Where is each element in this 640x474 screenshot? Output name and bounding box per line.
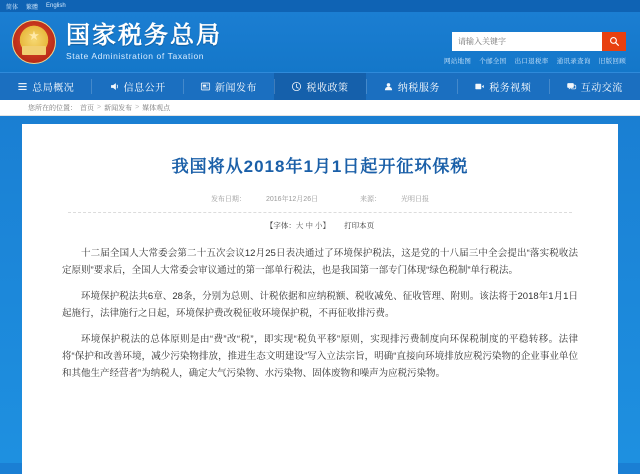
article-paragraph: 环境保护税法共6章、28条，分别为总则、计税依据和应纳税额、税收减免、征收管理、附则。该法将于2018年1月1日起施行，法律施行之日起，环境保护费改税征收环境保护税，不再征收排污费。 [62,291,578,319]
quick-link-0[interactable]: 网站地图 [443,58,472,65]
font-size-close: 】 [322,221,331,230]
lang-link-english[interactable]: English [46,3,66,9]
speaker-icon [109,81,120,92]
search-input[interactable] [452,32,602,51]
search-button[interactable] [602,32,626,51]
breadcrumb-item-media-view[interactable]: 媒体观点 [142,104,171,112]
service-icon [383,81,394,92]
publish-date-value: 2016年12月26日 [265,196,319,203]
policy-icon [291,81,302,92]
publish-date-label: 发布日期： [210,196,246,203]
nav-label-taxpayer-service: 纳税服务 [397,83,440,94]
search-bar [452,32,626,51]
font-size-medium[interactable]: 中 [305,221,313,230]
source-label: 来源： [360,196,382,203]
article-card [22,124,618,474]
article-source [350,196,439,203]
font-size-small[interactable]: 小 [315,221,323,230]
nav-item-taxpayer-service[interactable] [366,73,457,100]
site-header [0,12,640,72]
article-meta [68,194,572,213]
article-paragraph: 环境保护税法的总体原则是由“费”改“税”，即实现“税负平移”原则，实现排污费制度向环保税制度的平稳转移。法律将“保护和改善环境，减少污染物排放，推进生态文明建设”写入立法宗旨，明确“直接向环境排放应税污染物的企业事业单位和其他生产经营者”为纳税人，确定大气污染物、水污染物、固体废物和噪声为应税污染物。 [62,334,578,379]
publish-date [201,196,328,203]
search-icon [609,36,620,47]
article-body [62,245,578,382]
nav-item-video[interactable] [457,73,548,100]
breadcrumb-item-home[interactable]: 首页 [80,104,94,112]
article-tools [62,220,578,231]
site-title-block [66,23,222,61]
lang-link-traditional[interactable]: 繁體 [26,4,39,11]
lang-link-simplified[interactable]: 简体 [6,4,19,11]
source-value: 光明日报 [401,196,430,203]
quick-links [438,56,626,65]
nav-label-tax-policy: 税收政策 [306,83,349,94]
main-nav [0,72,640,100]
nav-item-tax-policy[interactable] [274,73,365,100]
site-title-cn: 国家税务总局 [66,22,222,49]
breadcrumb [0,100,640,116]
national-emblem-icon [12,20,56,64]
nav-item-news[interactable] [183,73,274,100]
breadcrumb-separator-1: > [97,104,102,111]
quick-link-4[interactable]: 旧版回顾 [598,58,626,65]
nav-label-overview: 总局概况 [32,83,75,94]
article-paragraph: 十二届全国人大常委会第二十五次会议12月25日表决通过了环境保护税法，这是党的十八届三中全会提出“落实税收法定原则”要求后，全国人大常委会审议通过的第一部单行税法，也是我国第一部专门体现“绿色税制”单行税法。 [62,248,578,276]
site-title-en: State Administration of Taxation [66,51,205,61]
content-wrapper [0,116,640,474]
breadcrumb-prefix: 您所在的位置： [28,104,77,112]
quick-link-2[interactable]: 出口退税率 [514,58,549,65]
nav-item-overview[interactable] [0,73,91,100]
breadcrumb-separator-2: > [135,104,140,111]
font-size-large[interactable]: 大 [295,221,304,230]
news-icon [200,81,211,92]
chat-icon [566,81,577,92]
font-size-label: 【字体： [265,221,296,230]
nav-label-news: 新闻发布 [215,83,258,94]
nav-label-video: 税务视频 [489,83,532,94]
utility-bar [0,0,640,12]
nav-label-interaction: 互动交流 [580,83,623,94]
article-title: 我国将从2018年1月1日起开征环保税 [171,157,469,176]
menu-icon [17,81,28,92]
nav-item-interaction[interactable] [549,73,640,100]
quick-link-3[interactable]: 通讯录查询 [556,58,591,65]
video-icon [474,81,485,92]
breadcrumb-item-news[interactable]: 新闻发布 [104,104,133,112]
emblem-base [22,46,46,55]
print-button[interactable]: 打印本页 [344,221,375,230]
quick-link-1[interactable]: 个邮全国 [479,58,507,65]
nav-label-disclosure: 信息公开 [123,83,166,94]
nav-item-disclosure[interactable] [91,73,182,100]
